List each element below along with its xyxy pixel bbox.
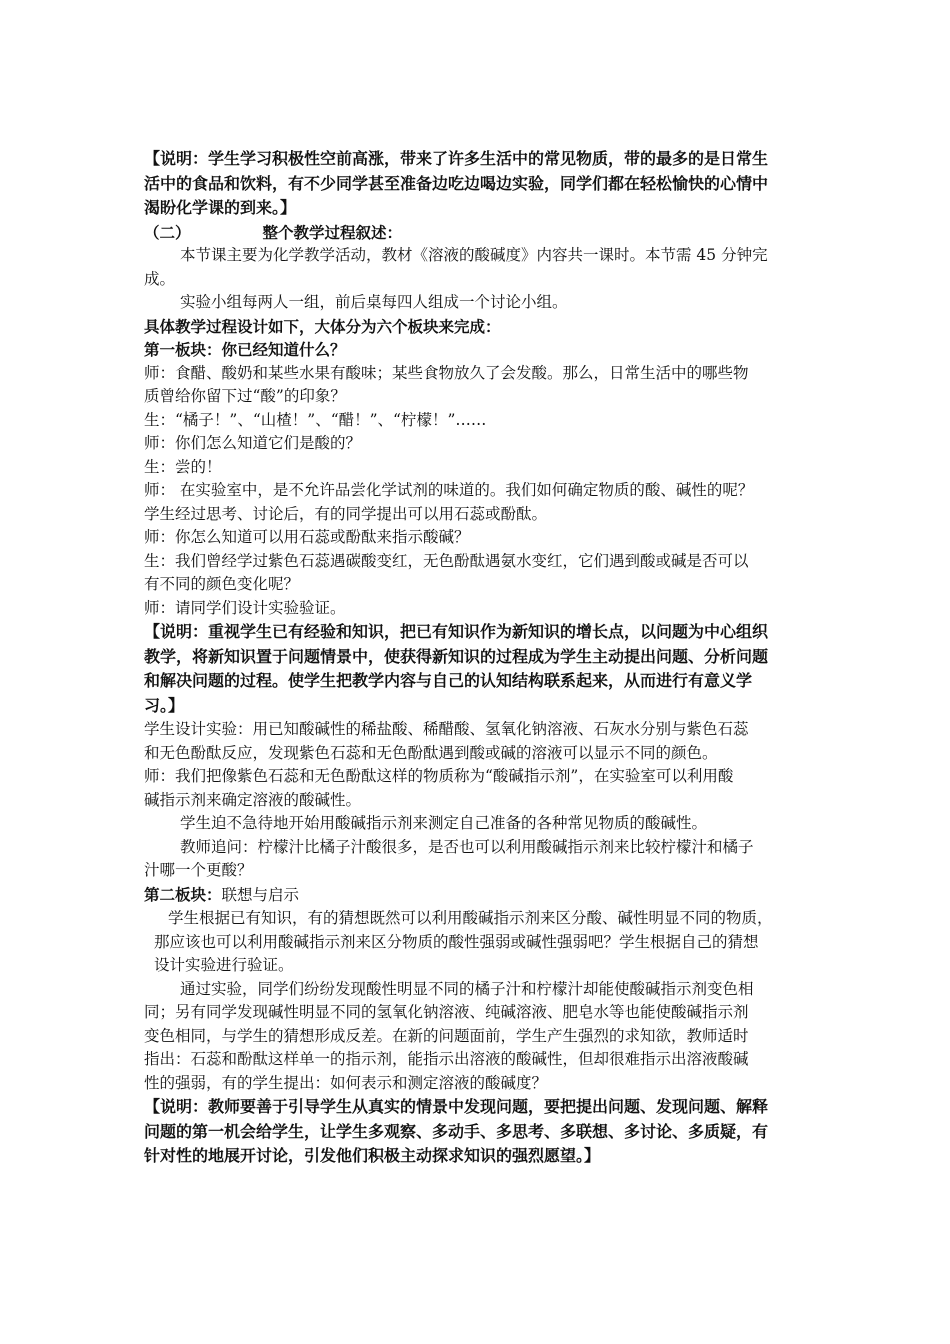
guess-paragraph — [144, 907, 814, 978]
paragraph-line: 和无色酚酞反应，发现紫色石蕊和无色酚酞遇到酸或碱的溶液可以显示不同的颜色。 — [144, 743, 718, 762]
paragraph-line: 教师追问：柠檬汁比橘子汁酸很多，是否也可以利用酸碱指示剂来比较柠檬汁和橘子 — [180, 837, 754, 856]
paragraph-line: 指出：石蕊和酚酞这样单一的指示剂，能指示出溶液的酸碱性，但却很难指示出溶液酸碱 — [144, 1050, 749, 1068]
note-line: 习。】 — [144, 695, 185, 715]
paragraph-line: 性的强弱，有的学生提出：如何表示和测定溶液的酸碱度？ — [144, 1073, 548, 1092]
dialogue-line: 学生经过思考、讨论后，有的同学提出可以用石蕊或酚酞。 — [144, 504, 548, 523]
teacher-question — [144, 836, 814, 883]
paragraph-line: 碱指示剂来确定溶液的酸碱性。 — [144, 790, 362, 809]
dialogue-line: 生：尝的！ — [144, 457, 222, 476]
note-line: 渴盼化学课的到来。】 — [144, 198, 297, 217]
dialogue-line: 生：我们曾经学过紫色石蕊遇碳酸变红，无色酚酞遇氨水变红，它们遇到酸或碱是否可以 — [144, 551, 749, 570]
experiment-paragraph — [144, 718, 814, 812]
eager-paragraph: 学生迫不急待地开始用酸碱指示剂来测定自己准备的各种常见物质的酸碱性。 — [180, 814, 708, 832]
paragraph-line: 学生设计实验：用已知酸碱性的稀盐酸、稀醋酸、氢氧化钠溶液、石灰水分别与紫色石蕊 — [144, 720, 749, 738]
block-2-title: 联想与启示 — [221, 885, 300, 904]
note-line: 和解决问题的过程。使学生把教学内容与自己的认知结构联系起来，从而进行有意义学 — [144, 671, 753, 690]
block-2-label: 第二板块： — [144, 884, 222, 904]
paragraph-line: 通过实验，同学们纷纷发现酸性明显不同的橘子汁和柠檬汁却能使酸碱指示剂变色相 — [180, 979, 754, 998]
note-line: 活中的食品和饮料，有不少同学甚至准备边吃边喝边实验，同学们都在轻松愉快的心情中 — [144, 173, 769, 193]
paragraph-line: 那应该也可以利用酸碱指示剂来区分物质的酸性强弱或碱性强弱吧？学生根据自己的猜想 — [154, 932, 759, 951]
note-line: 教学，将新知识置于问题情景中，使获得新知识的过程成为学生主动提出问题、分析问题 — [144, 646, 769, 666]
note-line: 【说明：教师要善于引导学生从真实的情景中发现问题，要把提出问题、发现问题、解释 — [144, 1097, 769, 1116]
dialogue-line: 师：食醋、酸奶和某些水果有酸味；某些食物放久了会发酸。那么，日常生活中的哪些物 — [144, 363, 749, 382]
intro-paragraph — [144, 244, 814, 291]
note-line: 针对性的地展开讨论，引发他们积极主动探求知识的强烈愿望。】 — [144, 1146, 601, 1165]
section-2-heading — [144, 221, 814, 245]
paragraph-line: 师：我们把像紫色石蕊和无色酚酞这样的物质称为“酸碱指示剂”，在实验室可以利用酸 — [144, 767, 734, 785]
block-1-heading: 第一板块：你已经知道什么？ — [144, 340, 346, 359]
note-line: 【说明：重视学生已有经验和知识，把已有知识作为新知识的增长点，以问题为中心组织 — [144, 622, 769, 641]
paragraph-line: 汁哪一个更酸？ — [144, 861, 253, 879]
dialogue-line: 有不同的颜色变化呢？ — [144, 575, 300, 593]
paragraph-line: 成。 — [144, 269, 176, 288]
dialogue-line: 质曾给你留下过“酸”的印象？ — [144, 387, 346, 405]
paragraph-line: 变色相同，与学生的猜想形成反差。在新的问题面前，学生产生强烈的求知欲，教师适时 — [144, 1026, 749, 1045]
dialogue-line: 师：你怎么知道可以用石蕊或酚酞来指示酸碱？ — [144, 528, 470, 546]
section-2-title: 整个教学过程叙述： — [262, 222, 403, 242]
note-1 — [144, 147, 814, 221]
paragraph-line: 学生根据已有知识，有的猜想既然可以利用酸碱指示剂来区分酸、碱性明显不同的物质， — [168, 909, 773, 927]
paragraph-line: 同；另有同学发现碱性明显不同的氢氧化钠溶液、纯碱溶液、肥皂水等也能使酸碱指示剂 — [144, 1003, 749, 1021]
process-heading: 具体教学过程设计如下，大体分为六个板块来完成： — [144, 316, 501, 336]
dialogue-1 — [144, 362, 814, 621]
paragraph-line: 本节课主要为化学教学活动，教材《溶液的酸碱度》内容共一课时。本节需 45 分钟完 — [180, 246, 768, 264]
dialogue-line: 生：“橘子！”、“山楂！”、“醋！”、“柠檬！”…… — [144, 410, 487, 429]
dialogue-line: 师： 在实验室中，是不允许品尝化学试剂的味道的。我们如何确定物质的酸、碱性的呢？ — [144, 481, 754, 499]
block-2-heading — [144, 883, 814, 908]
note-line: 【说明：学生学习积极性空前高涨，带来了许多生活中的常见物质，带的最多的是日常生 — [144, 149, 769, 168]
document-body — [144, 147, 814, 1169]
group-paragraph: 实验小组每两人一组，前后桌每四人组成一个讨论小组。 — [180, 293, 568, 311]
note-3 — [144, 1095, 814, 1169]
note-line: 问题的第一机会给学生，让学生多观察、多动手、多思考、多联想、多讨论、多质疑，有 — [144, 1121, 769, 1141]
dialogue-line: 师：你们怎么知道它们是酸的？ — [144, 434, 362, 452]
note-2 — [144, 620, 814, 718]
paragraph-line: 设计实验进行验证。 — [154, 956, 294, 974]
result-paragraph — [144, 978, 814, 1096]
dialogue-line: 师：请同学们设计实验验证。 — [144, 598, 346, 617]
section-2-number: （二） — [144, 222, 191, 242]
